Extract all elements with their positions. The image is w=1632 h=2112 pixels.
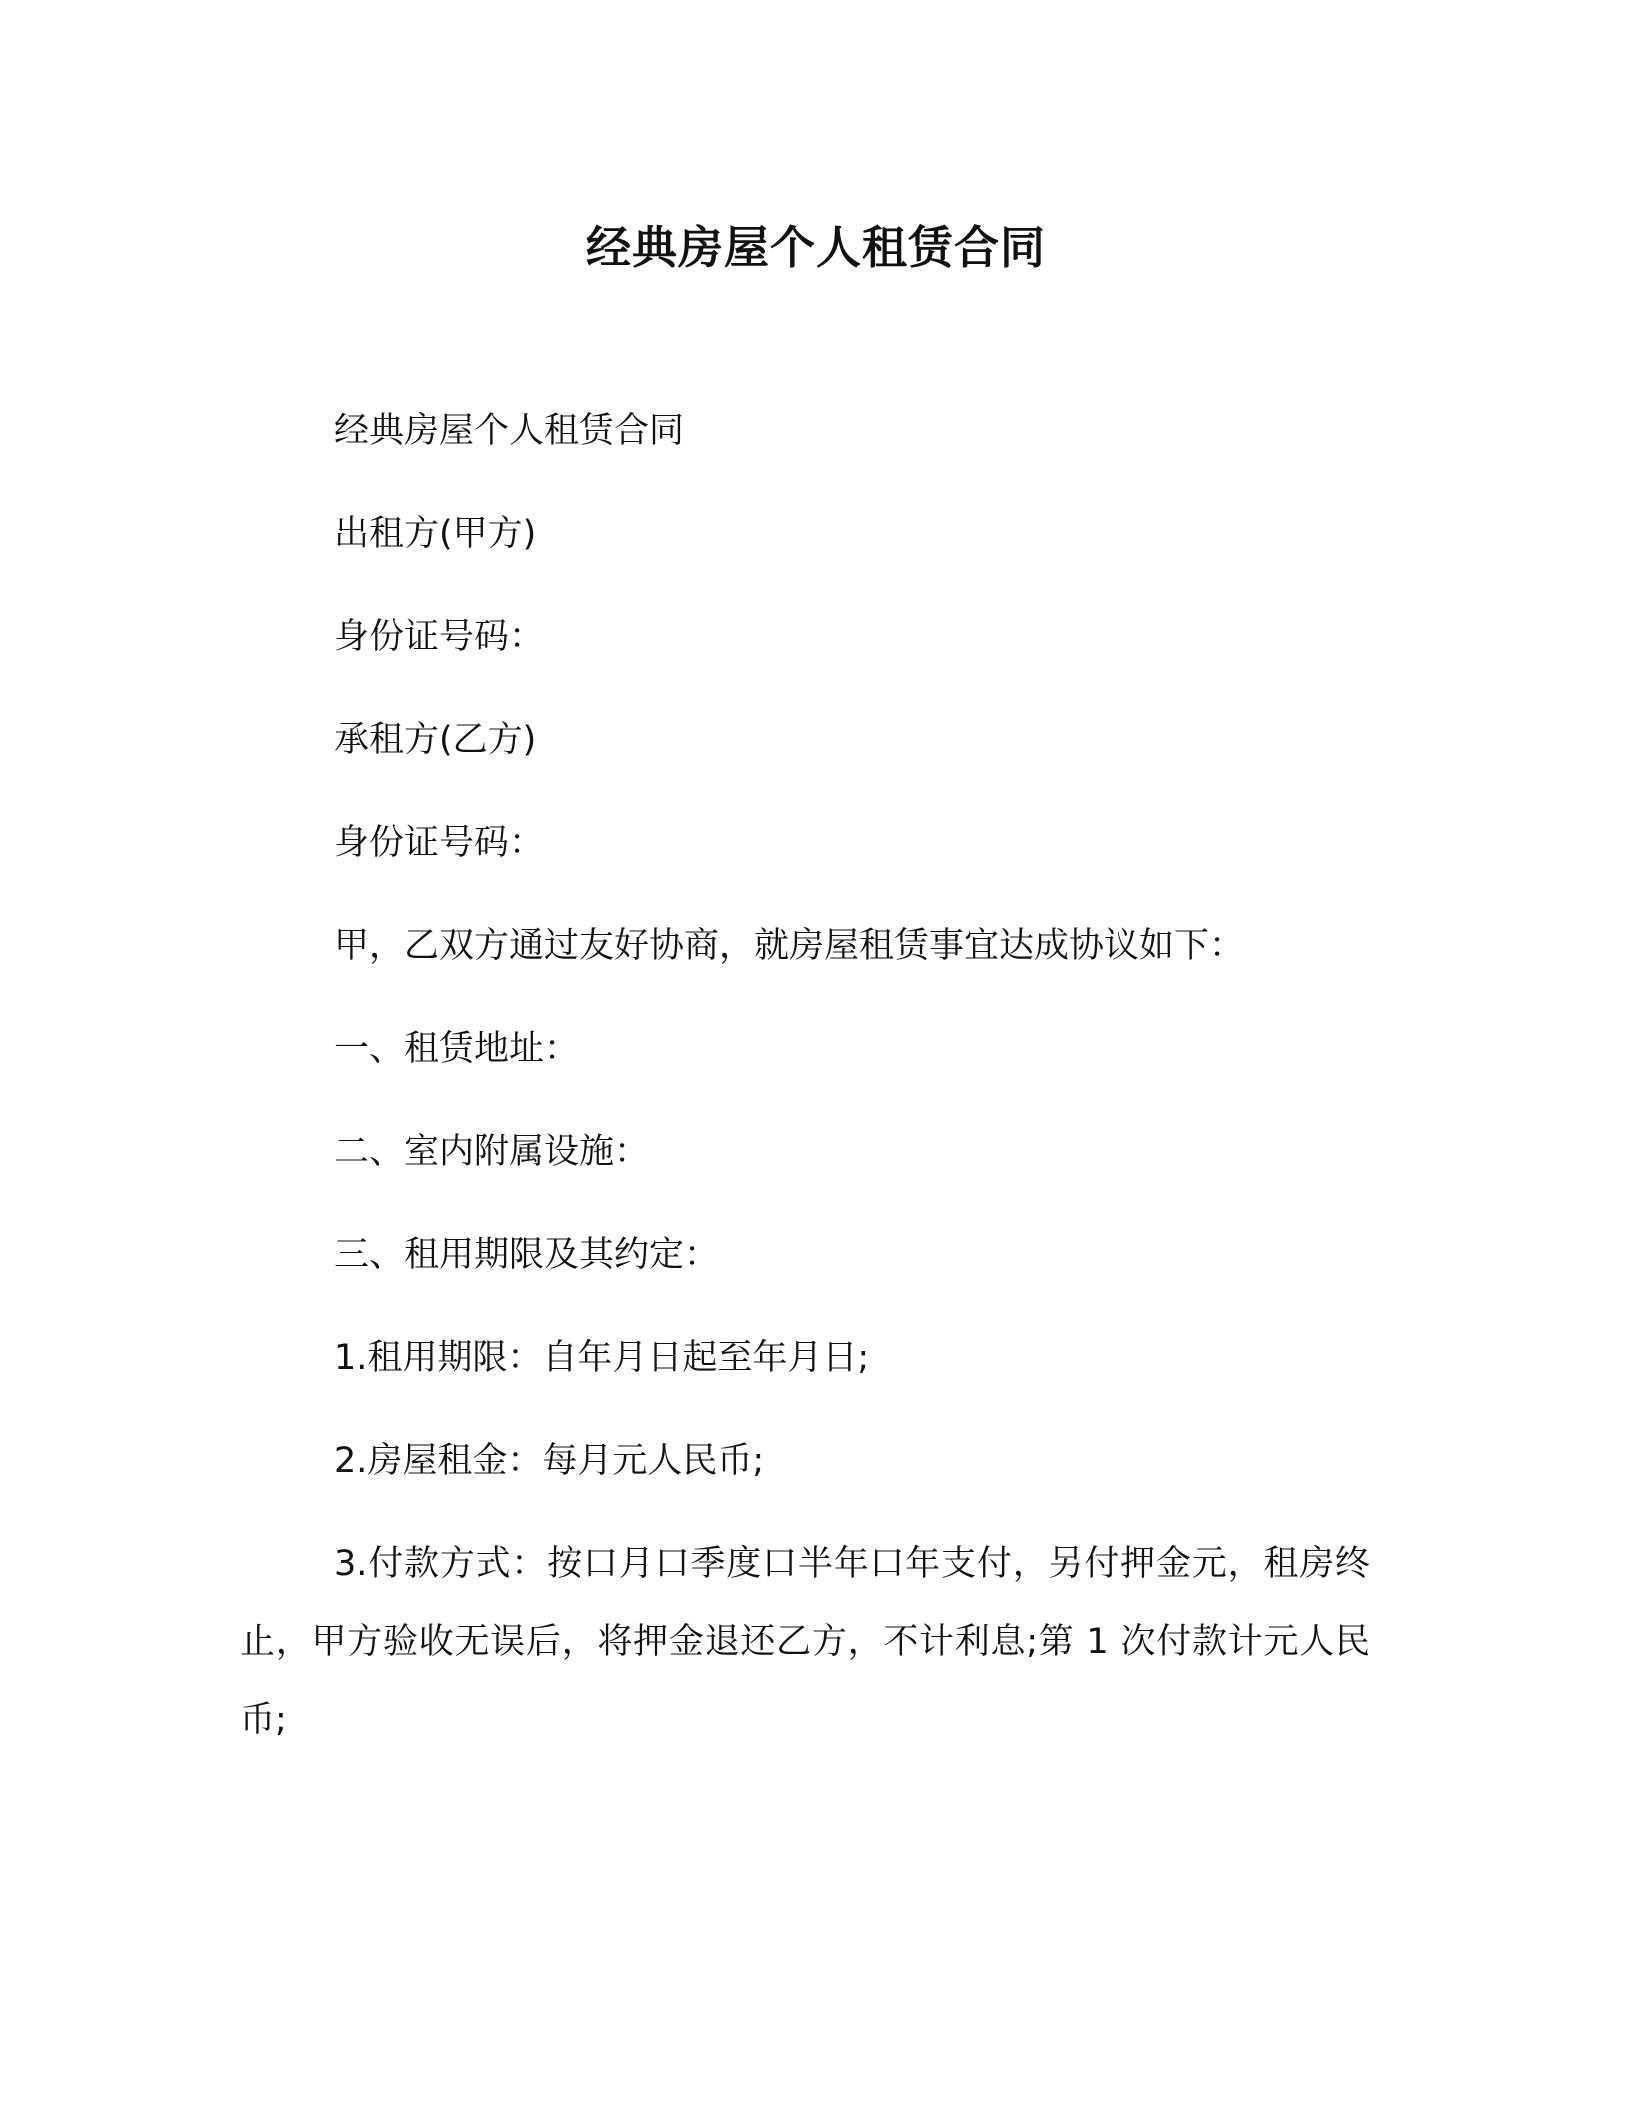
lessee-line: 承租方(乙方) — [334, 720, 537, 760]
lessor-line: 出租方(甲方) — [334, 514, 537, 554]
clause-rental-address: 一、租赁地址： — [334, 1029, 580, 1069]
lessee-id-line: 身份证号码： — [334, 823, 545, 863]
document-body — [240, 392, 1370, 1784]
item-payment-method: 3.付款方式：按口月口季度口半年口年支付，另付押金元，租房终止，甲方验收无误后，将押金退还乙方，不计利息;第 1 次付款计元人民币; — [240, 1544, 1370, 1740]
body-heading: 经典房屋个人租赁合同 — [334, 411, 685, 451]
item-rent: 2.房屋租金：每月元人民币; — [334, 1441, 765, 1481]
document-title: 经典房屋个人租赁合同 — [585, 221, 1046, 274]
agreement-intro: 甲，乙双方通过友好协商，就房屋租赁事宜达成协议如下： — [334, 926, 1245, 966]
clause-indoor-facilities: 二、室内附属设施： — [334, 1132, 650, 1172]
clause-lease-term: 三、租用期限及其约定： — [334, 1235, 720, 1275]
lessor-id-line: 身份证号码： — [334, 617, 545, 657]
item-lease-period: 1.租用期限：自年月日起至年月日; — [334, 1338, 870, 1378]
